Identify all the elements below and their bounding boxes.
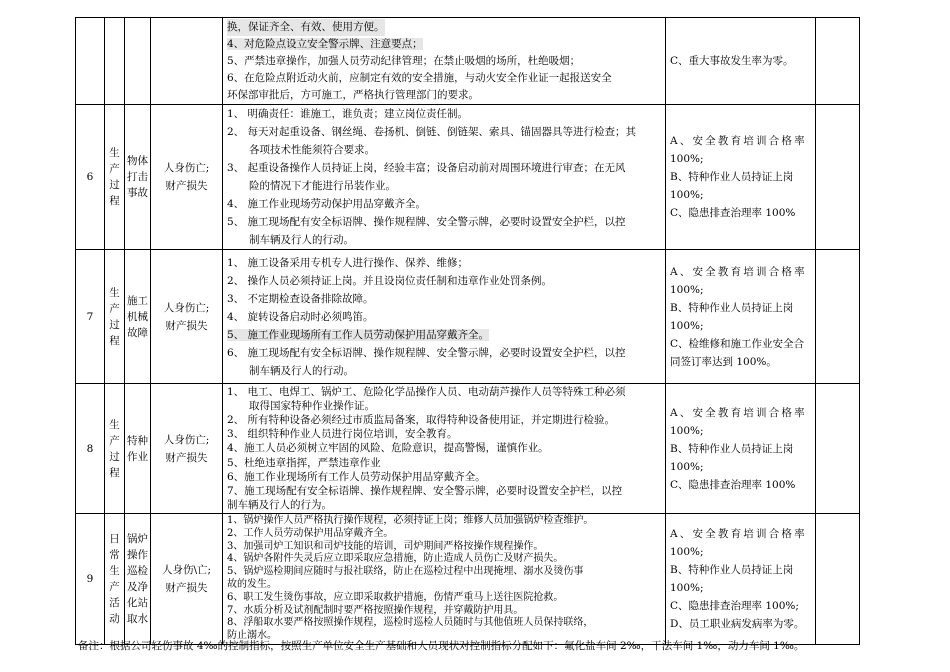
goals-cell	[666, 105, 816, 250]
measure-line: 2、 操作人员必须持证上岗。并且设岗位责任制和违章作业处罚条例。	[227, 274, 553, 287]
hazard-type-cell: 施工机械故障	[127, 294, 148, 339]
hazard-type-cell	[125, 18, 151, 105]
goal-line: C、隐患排查治理率 100%	[670, 478, 796, 491]
measure-line: 2、 每天对起重设备、钢丝绳、卷扬机、倒链、倒链架、索具、锚固器具等进行检查；其	[227, 126, 637, 138]
stage-cell: 生产过程	[109, 286, 120, 347]
measure-line: 6、职工发生烫伤事故，应立即采取救护措施，伤情严重马上送往医院抢救。	[227, 591, 564, 603]
hazard-type-cell-wrap	[125, 514, 151, 645]
measure-line: 换，保证齐全、有效、使用方便。	[227, 19, 385, 36]
goal-line: 100%;	[670, 460, 704, 473]
measure-line: 6、 施工现场配有安全标语牌、操作规程牌、安全警示牌，必要时设置安全护栏，以控	[227, 346, 626, 359]
measure-line: 故的发生。	[227, 579, 277, 590]
goal-line: C、隐患排查治理率 100%	[670, 207, 796, 219]
stage-cell: 日常生产活动	[109, 533, 120, 625]
row-number: 7	[76, 250, 105, 384]
measure-line: 险的情况下才能进行吊装作业。	[249, 180, 396, 192]
blank-cell	[816, 250, 860, 384]
consequence-cell	[151, 105, 223, 250]
consequence-line: 人身伤亡;	[163, 162, 210, 174]
measure-line: 8、浮船取水要严格按照操作规程，巡检时巡检人员随时与其他值班人员保持联络，	[227, 617, 594, 629]
measures-cell	[223, 514, 666, 645]
measure-line: 2、工作人员劳动保护用品穿戴齐全。	[227, 527, 394, 539]
hazard-type-cell-wrap	[125, 105, 151, 250]
consequence-line: 财产损失	[165, 582, 208, 594]
goals-cell	[666, 384, 816, 514]
measure-line: 1、 电工、电焊工、锅炉工、危险化学品操作人员、电动葫芦操作人员等特殊工种必须	[227, 385, 626, 398]
goal-line: C、隐患排查治理率 100%;	[670, 600, 799, 612]
goals-cell	[666, 250, 816, 384]
consequence-line: 人身伤亡;	[163, 433, 210, 446]
measure-line: 4、对危险点设立安全警示牌、注意要点；	[227, 37, 423, 50]
measure-line: 1、锅炉操作人员严格执行操作规程，必须持证上岗；维修人员加强锅炉检查维护。	[227, 515, 594, 527]
measures-cell	[223, 18, 666, 105]
goal-line: C、重大事故发生率为零。	[670, 55, 794, 67]
consequence-line: 财产损失	[165, 451, 208, 464]
goal-line: C、检维修和施工作业安全合	[670, 337, 805, 350]
measure-line: 3、 不定期检查设备排除故障。	[227, 292, 374, 305]
row-number: 8	[76, 384, 105, 514]
goal-line: 100%;	[670, 283, 704, 296]
consequence-line: 财产损失	[165, 319, 208, 332]
goal-line: 100%;	[670, 153, 704, 165]
footnote: 备注：根据公司轻伤事故 4‰的控制指标，按照生产单位安全生产基础和人员现状对控制指标分配如下：氟化盐车间 2‰，干法车间 1‰，动力车间 1‰。	[78, 640, 805, 652]
table-row	[76, 514, 860, 645]
hazard-type-cell: 特种作业	[127, 434, 148, 463]
goal-line: 100%;	[670, 546, 704, 558]
stage-cell-wrap	[105, 105, 125, 250]
goal-line: A、安全教育培训合格率	[670, 265, 807, 278]
measure-line: 4、 旋转设备启动时必须鸣笛。	[227, 310, 374, 323]
measure-line: 各项技术性能须符合要求。	[249, 144, 375, 156]
measure-line: 2、 所有特种设备必须经过市质监局备案，取得特种设备使用证，并定期进行检验。	[227, 413, 616, 426]
goal-line: B、特种作业人员持证上岗	[670, 564, 794, 576]
measure-line: 防止溺水。	[227, 630, 277, 642]
row-number	[76, 18, 105, 105]
measure-line: 制车辆及行人的行动。	[249, 234, 354, 246]
measure-line: 1、 施工设备采用专机专人进行操作、保养、维修；	[227, 256, 469, 269]
measure-line: 6、施工作业现场所有工作人员劳动保护用品穿戴齐全。	[227, 470, 486, 483]
goal-line: B、特种作业人员持证上岗	[670, 442, 794, 455]
stage-cell-wrap	[105, 384, 125, 514]
measure-line: 4、 施工作业现场劳动保护用品穿戴齐全。	[227, 198, 427, 210]
measure-line: 1、 明确责任：谁施工，谁负责；建立岗位责任制。	[227, 108, 469, 120]
measure-line: 7、水质分析及试剂配制时要严格按照操作规程，并穿戴防护用具。	[227, 604, 524, 616]
row-number: 6	[76, 105, 105, 250]
row-number: 9	[76, 514, 105, 645]
consequence-line: 人身伤\亡;	[161, 564, 212, 576]
table-row	[76, 250, 860, 384]
goals-cell	[666, 18, 816, 105]
measure-line: 4、施工人员必须树立牢固的风险、危险意识，提高警惕，谨慎作业。	[227, 442, 549, 455]
measure-line: 3、 起重设备操作人员持证上岗，经验丰富；设备启动前对周围环境进行审查；在无风	[227, 162, 626, 174]
goal-line: 100%;	[670, 424, 704, 437]
blank-cell	[816, 105, 860, 250]
measure-line: 6、在危险点附近动火前，应制定有效的安全措施，与动火安全作业证一起报送安全	[227, 71, 612, 84]
stage-cell: 生产过程	[109, 418, 120, 479]
measure-line: 3、加强司炉工知识和司炉技能的培训，司炉期间严格按操作规程操作。	[227, 540, 544, 552]
goal-line: A、安全教育培训合格率	[670, 528, 807, 540]
measure-line: 7、施工现场配有安全标语牌、操作规程牌、安全警示牌，必要时设置安全护栏，以控	[227, 485, 623, 497]
measures-cell	[223, 250, 666, 384]
goal-line: A、安全教育培训合格率	[670, 406, 807, 419]
measure-line: 制车辆及行人的行动。	[249, 364, 354, 377]
stage-cell-wrap	[105, 514, 125, 645]
measure-line: 5、严禁违章操作，加强人员劳动纪律管理；在禁止吸烟的场所，杜绝吸烟；	[227, 54, 581, 67]
goal-line: 100%;	[670, 582, 704, 594]
table-row	[76, 105, 860, 250]
hazard-type-cell-wrap	[125, 250, 151, 384]
goal-line: A、安全教育培训合格率	[670, 135, 807, 147]
blank-cell	[816, 514, 860, 645]
measure-line: 5、 施工作业现场所有工作人员劳动保护用品穿戴齐全。	[227, 328, 490, 341]
measure-line: 制车辆及行人的行为。	[227, 499, 332, 512]
measures-cell	[223, 105, 666, 250]
measure-line: 5、杜绝违章指挥，严禁违章作业	[227, 456, 381, 469]
consequence-line: 人身伤亡;	[163, 301, 210, 314]
risk-control-table	[75, 17, 860, 645]
goals-cell	[666, 514, 816, 645]
goal-line: B、特种作业人员持证上岗	[670, 301, 794, 314]
goal-line: B、特种作业人员持证上岗	[670, 171, 794, 183]
hazard-type-cell: 锅炉操作巡检及净化站取水	[127, 533, 148, 625]
measure-line: 5、 施工现场配有安全标语牌、操作规程牌、安全警示牌，必要时设置安全护栏，以控	[227, 216, 626, 228]
goal-line: 同签订率达到 100%。	[670, 355, 777, 368]
blank-cell	[816, 384, 860, 514]
hazard-type-cell-wrap	[125, 384, 151, 514]
stage-cell	[105, 18, 125, 105]
measure-line: 5、锅炉巡检期间应随时与报社联络，防止在巡检过程中出现掩埋、溺水及烫伤事	[227, 566, 584, 578]
goal-line: 100%;	[670, 189, 704, 201]
measure-line: 3、 组织特种作业人员进行岗位培训，安全教育。	[227, 428, 458, 441]
table-row	[76, 18, 860, 105]
measures-cell	[223, 384, 666, 514]
goal-line: 100%;	[670, 319, 704, 332]
table-row	[76, 384, 860, 514]
consequence-cell	[151, 514, 223, 645]
consequence-cell	[151, 384, 223, 514]
measure-line: 环保部审批后，方可施工，严格执行管理部门的要求。	[227, 88, 479, 101]
hazard-type-cell: 物体打击事故	[127, 155, 148, 199]
stage-cell-wrap	[105, 250, 125, 384]
measure-line: 取得国家特种作业操作证。	[249, 399, 375, 412]
consequence-cell	[151, 250, 223, 384]
blank-cell	[816, 18, 860, 105]
consequence-cell	[151, 18, 223, 105]
consequence-line: 财产损失	[165, 180, 208, 192]
goal-line: D、员工职业病发病率为零。	[670, 618, 805, 630]
measure-line: 4、锅炉各附件失灵后应立即采取应急措施，防止造成人员伤亡及财产损失。	[227, 553, 564, 565]
stage-cell: 生产过程	[109, 147, 120, 207]
